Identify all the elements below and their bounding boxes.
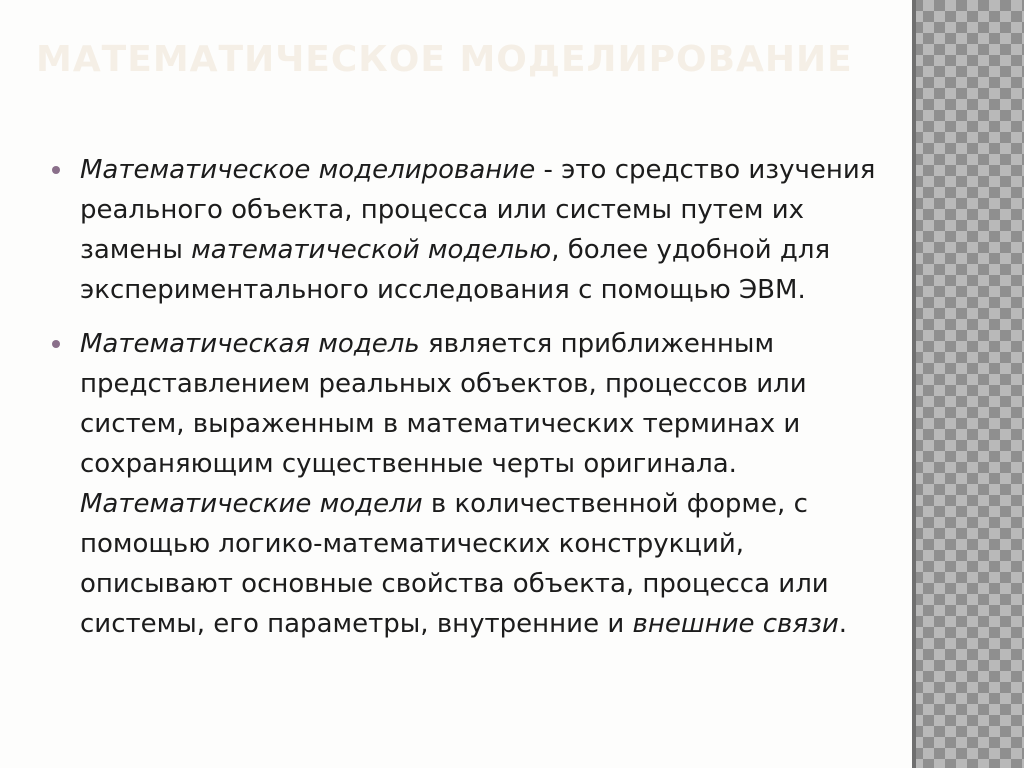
text-run: математической моделью xyxy=(191,235,552,265)
text-run: является приближенным представлением реальных объектов, процессов или систем, выраженным в математических терминах и сохраняющим существенные черты оригинала. xyxy=(80,329,807,479)
bullet-dot-icon xyxy=(52,166,60,174)
bullet-list xyxy=(46,150,896,658)
bullet-item xyxy=(46,324,896,644)
text-run: внешние связи xyxy=(632,609,839,639)
bullet-item xyxy=(46,150,896,310)
text-run: - это средство изучения реального объекта, процесса или системы путем их замены xyxy=(80,155,876,265)
text-run: Математические модели xyxy=(80,489,423,519)
text-run: в количественной форме, с помощью логико-математических конструкций, описывают основные свойства объекта, процесса или системы, его параметры, внутренние и xyxy=(80,489,829,639)
bullet-dot-icon xyxy=(52,340,60,348)
text-run: . xyxy=(838,609,848,639)
diamond-pattern-icon xyxy=(912,0,1024,768)
text-run: Математическая модель xyxy=(80,329,420,359)
slide-title: МАТЕМАТИЧЕСКОЕ МОДЕЛИРОВАНИЕ xyxy=(36,39,853,80)
text-run: , более удобной для экспериментального исследования с помощью ЭВМ. xyxy=(80,235,831,305)
text-run: Математическое моделирование xyxy=(80,155,536,185)
